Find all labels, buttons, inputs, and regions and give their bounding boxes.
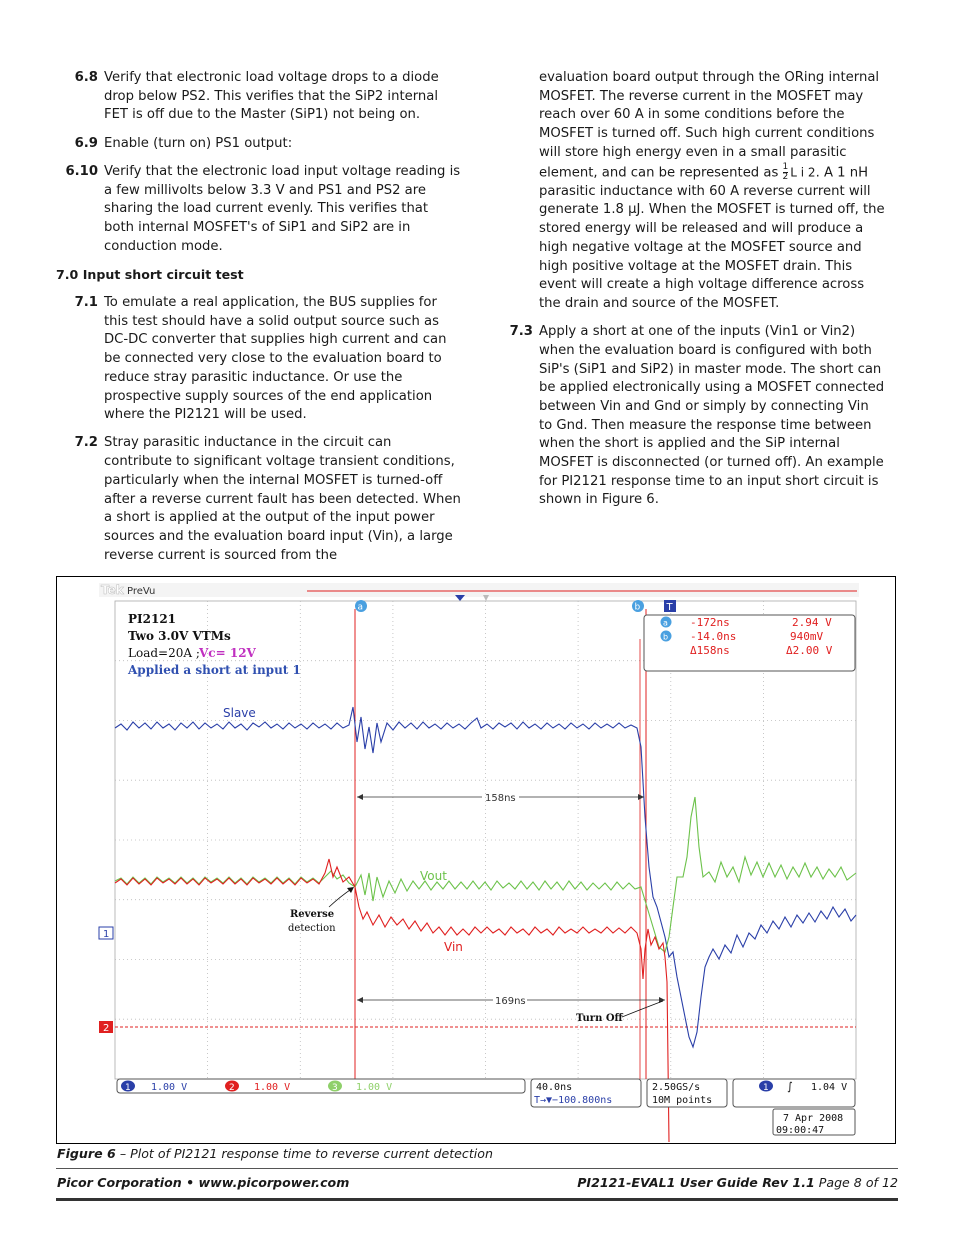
scope-mode: PreVu — [127, 586, 156, 597]
trace-label-slave: Slave — [223, 706, 256, 720]
info-line-4: Applied a short at input 1 — [128, 663, 301, 677]
info-title: PI2121 — [128, 612, 177, 626]
item-text: Verify that the electronic load input voltage reading is a few millivolts below 3.3 V and PS1 and PS2 are sharing the load current evenly. This verifies that both internal MOSFET's of SiP1 and SiP2 are in conduction mode. — [104, 163, 461, 254]
list-item — [56, 135, 462, 154]
figure-frame — [56, 576, 896, 1144]
svg-text:7 Apr 2008: 7 Apr 2008 — [783, 1113, 844, 1124]
footer-doc-info: PI2121-EVAL1 User Guide Rev 1.1 Page 8 of 12 — [577, 1175, 898, 1190]
measurement-169ns — [357, 996, 665, 1007]
list-item — [56, 294, 462, 425]
ch1-marker: 1 — [103, 929, 110, 940]
paragraph — [491, 69, 885, 314]
trace-label-vout: Vout — [420, 869, 447, 883]
ch2-marker: 2 — [103, 1023, 110, 1034]
svg-text:1.00 V: 1.00 V — [254, 1082, 291, 1093]
oscilloscope-capture — [57, 577, 894, 1142]
cursor-b-label: b — [634, 602, 641, 613]
left-column — [56, 69, 462, 575]
item-number: 7.2 — [74, 435, 98, 451]
page-footer — [56, 1168, 898, 1190]
svg-text:1.04 V: 1.04 V — [811, 1082, 848, 1093]
measurement-158ns — [357, 793, 644, 804]
paragraph-text: evaluation board output through the ORing internal MOSFET. The reverse current in the MOSFET may reach over 60 A in some conditions before the MOSFET is turned off. Such high current conditions will store high energy even in a small parasitic element, and can be represented as — [539, 70, 880, 181]
item-number: 6.9 — [74, 135, 98, 151]
info-line-2: Two 3.0V VTMs — [128, 629, 231, 643]
svg-text:10M points: 10M points — [652, 1095, 713, 1106]
list-item — [56, 69, 462, 125]
item-text: To emulate a real application, the BUS supplies for this test should have a solid output source such as DC-DC converter that supplies high current and can be connected very close to the evaluation board to reduce stray parasitic inductance. Or use the prospective supply sources of the end application where the PI2121 will be used. — [104, 295, 447, 423]
fraction: $\frac{1}{2}$ — [782, 161, 789, 182]
scope-status-bar — [117, 1079, 855, 1136]
section-title: 7.0 Input short circuit test — [56, 266, 244, 282]
item-text: Enable (turn on) PS1 output: — [104, 135, 293, 151]
caption-label: Figure 6 — [57, 1146, 116, 1161]
formula: L i 2 — [790, 165, 816, 180]
item-number: 6.10 — [65, 163, 98, 179]
trigger-marker: T — [666, 602, 673, 613]
item-text: Verify that electronic load voltage drops to a diode drop below PS2. This verifies that the SiP2 internal FET is off due to the Master (SiP1) not being on. — [104, 70, 439, 123]
paragraph-text: . A 1 nH parasitic inductance with 60 A reverse current will generate 1.8 µJ. When the MOSFET is turned off, the stored energy will be released and will produce a high negative voltage at the MOSFET source and high positive voltage at the MOSFET drain. This event will create a high voltage difference across the drain and source of the MOSFET. — [539, 165, 885, 311]
brand-logo: Tek — [101, 583, 124, 597]
info-line-3-vc: Vc= 12V — [199, 646, 256, 660]
item-number: 6.8 — [74, 70, 98, 85]
list-item — [56, 434, 462, 565]
svg-text:Δ158ns: Δ158ns — [690, 644, 730, 657]
svg-text:1.00 V: 1.00 V — [356, 1082, 393, 1093]
svg-text:2.50GS/s: 2.50GS/s — [652, 1082, 701, 1093]
list-item — [491, 323, 885, 510]
trace-label-vin: Vin — [444, 940, 463, 954]
svg-text:b: b — [663, 632, 669, 642]
svg-text:169ns: 169ns — [495, 996, 526, 1007]
svg-text:∫: ∫ — [787, 1080, 793, 1093]
cursor-a-label: a — [357, 602, 364, 613]
svg-text:940mV: 940mV — [790, 630, 824, 643]
annotation-reverse-detection-1: Reverse — [290, 909, 335, 920]
svg-text:-14.0ns: -14.0ns — [690, 630, 737, 643]
item-number: 7.3 — [509, 324, 533, 340]
svg-text:1: 1 — [763, 1083, 769, 1093]
svg-text:09:00:47: 09:00:47 — [776, 1125, 825, 1136]
list-item — [56, 163, 462, 257]
caption-text: – Plot of PI2121 response time to reverse current detection — [115, 1146, 493, 1161]
item-text: Apply a short at one of the inputs (Vin1 or Vin2) when the evaluation board is configured with both SiP's (SiP1 and SiP2) in master mode. The short can be applied electronically using a MOSFET connected between Vin and Gnd or simply by connecting Vin to Gnd. Then measure the response time between when the short is applied and the SiP internal MOSFET is disconnected (or turned off). An example for PI2121 response time to an input short circuit is shown in Figure 6. — [539, 324, 885, 508]
annotation-turn-off: Turn Off — [576, 1013, 623, 1024]
item-text: Stray parasitic inductance in the circuit can contribute to significant voltage transient conditions, particularly when the internal MOSFET is turned-off after a reverse current fault has been detected. When a short is applied at the output of the input power sources and the evaluation board input (Vin), a large reverse current is sourced from the — [104, 435, 461, 563]
svg-text:1: 1 — [125, 1083, 131, 1093]
annotation-reverse-detection-2: detection — [288, 923, 336, 934]
svg-text:a: a — [663, 618, 668, 628]
info-line-3: Load=20A ; — [128, 646, 200, 660]
svg-text:1.00 V: 1.00 V — [151, 1082, 188, 1093]
footer-company: Picor Corporation • www.picorpower.com — [57, 1175, 350, 1190]
svg-text:40.0ns: 40.0ns — [536, 1082, 573, 1093]
svg-text:2: 2 — [229, 1083, 235, 1093]
figure-caption — [57, 1146, 493, 1161]
svg-text:3: 3 — [332, 1083, 338, 1093]
svg-text:T→▼−100.800ns: T→▼−100.800ns — [534, 1095, 613, 1106]
right-column — [491, 69, 885, 520]
svg-text:158ns: 158ns — [485, 793, 516, 804]
svg-text:Δ2.00 V: Δ2.00 V — [786, 644, 833, 657]
svg-text:2.94 V: 2.94 V — [792, 616, 832, 629]
svg-text:-172ns: -172ns — [690, 616, 730, 629]
item-number: 7.1 — [74, 295, 98, 311]
